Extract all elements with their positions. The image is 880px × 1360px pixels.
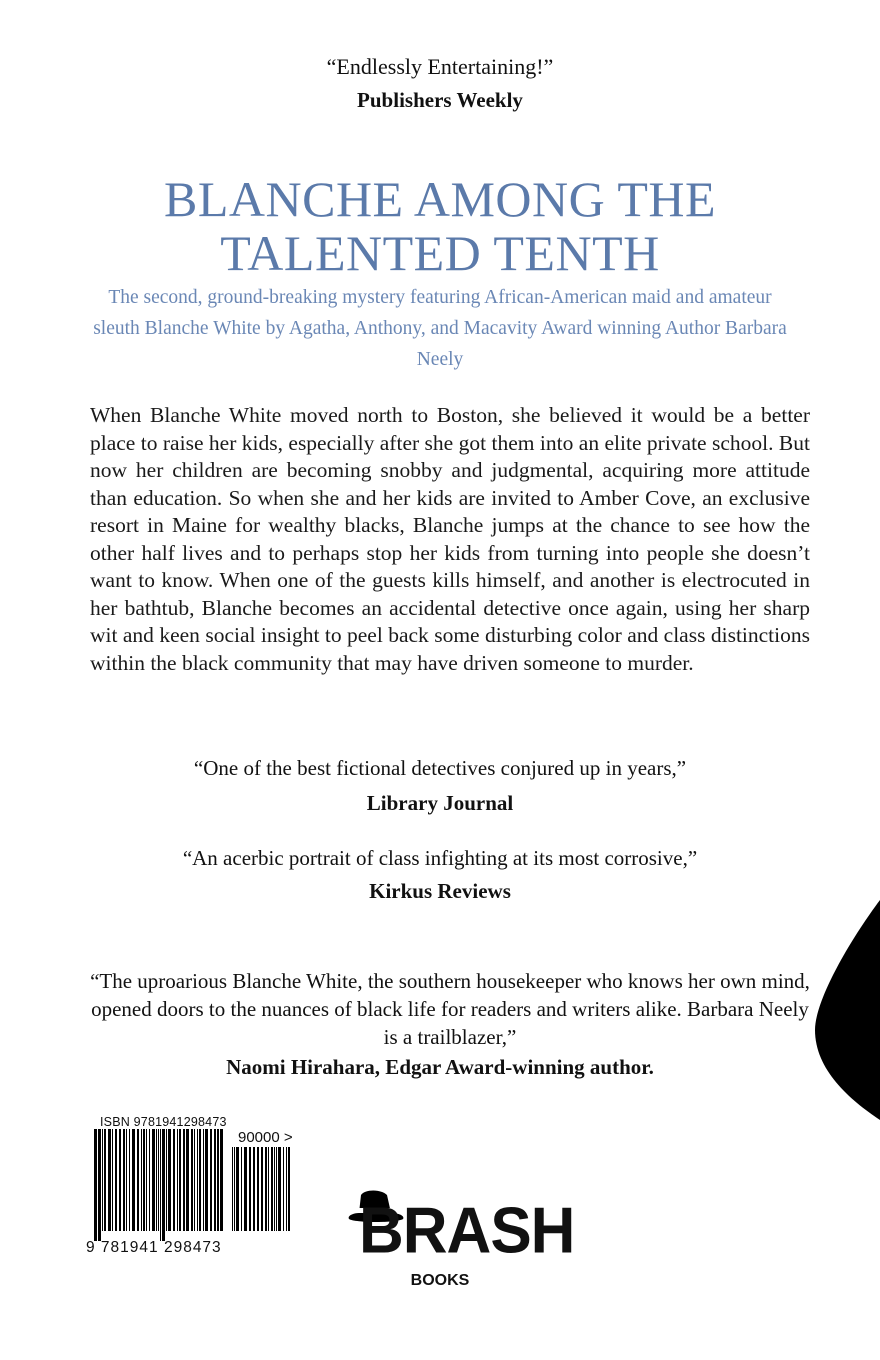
book-title (60, 172, 820, 280)
barcode-bars (94, 1129, 224, 1241)
review-quote-3: “The uproarious Blanche White, the southern housekeeper who knows her own mind, opened doors to the nuances of black life for readers and writers alike. Barbara Neely is a trailblazer,” (90, 969, 810, 1049)
barcode (86, 1115, 316, 1265)
title-line-1: BLANCHE AMONG THE (163, 171, 717, 227)
review-source-1: Library Journal (366, 791, 514, 815)
decorative-black-shape (810, 900, 880, 1120)
review-source-2: Kirkus Reviews (369, 879, 511, 903)
barcode-addon-bars (232, 1147, 294, 1241)
top-quote-source: Publishers Weekly (357, 88, 523, 112)
publisher-name: BRASH (359, 1194, 575, 1268)
top-quote: “Endlessly Entertaining!” (326, 54, 554, 79)
isbn-digits: 9 781941 298473 (86, 1239, 222, 1256)
review-quote-1: “One of the best fictional detectives conjured up in years,” (193, 756, 687, 780)
publisher-logo (345, 1185, 575, 1295)
isbn-label: ISBN 9781941298473 (100, 1115, 227, 1129)
review-quote-2: “An acerbic portrait of class infighting at its most corrosive,” (182, 846, 698, 870)
review-source-3: Naomi Hirahara, Edgar Award-winning author. (226, 1055, 654, 1079)
publisher-sub: BOOKS (410, 1272, 470, 1289)
subtitle: The second, ground-breaking mystery featuring African-American maid and amateur sleuth Blanche White by Agatha, Anthony, and Macavity Award winning Author Barbara Neely (93, 287, 787, 370)
barcode-addon-label: 90000 > (238, 1129, 293, 1146)
title-line-2: TALENTED TENTH (220, 225, 660, 281)
description: When Blanche White moved north to Boston, she believed it would be a better place to raise her kids, especially after she got them into an elite private school. But now her children are becoming snobby and judgmental, acquiring more attitude than education. So when she and her kids are invited to Amber Cove, an exclusive resort in Maine for wealthy blacks, Blanche jumps at the chance to see how the other half lives and to perhaps stop her kids from turning into people she doesn’t want to know. When one of the guests kills himself, and another is electrocuted in her bathtub, Blanche becomes an accidental detective once again, using her sharp wit and keen social insight to peel back some disturbing color and class distinctions within the black community that may have driven someone to murder. (90, 403, 810, 675)
